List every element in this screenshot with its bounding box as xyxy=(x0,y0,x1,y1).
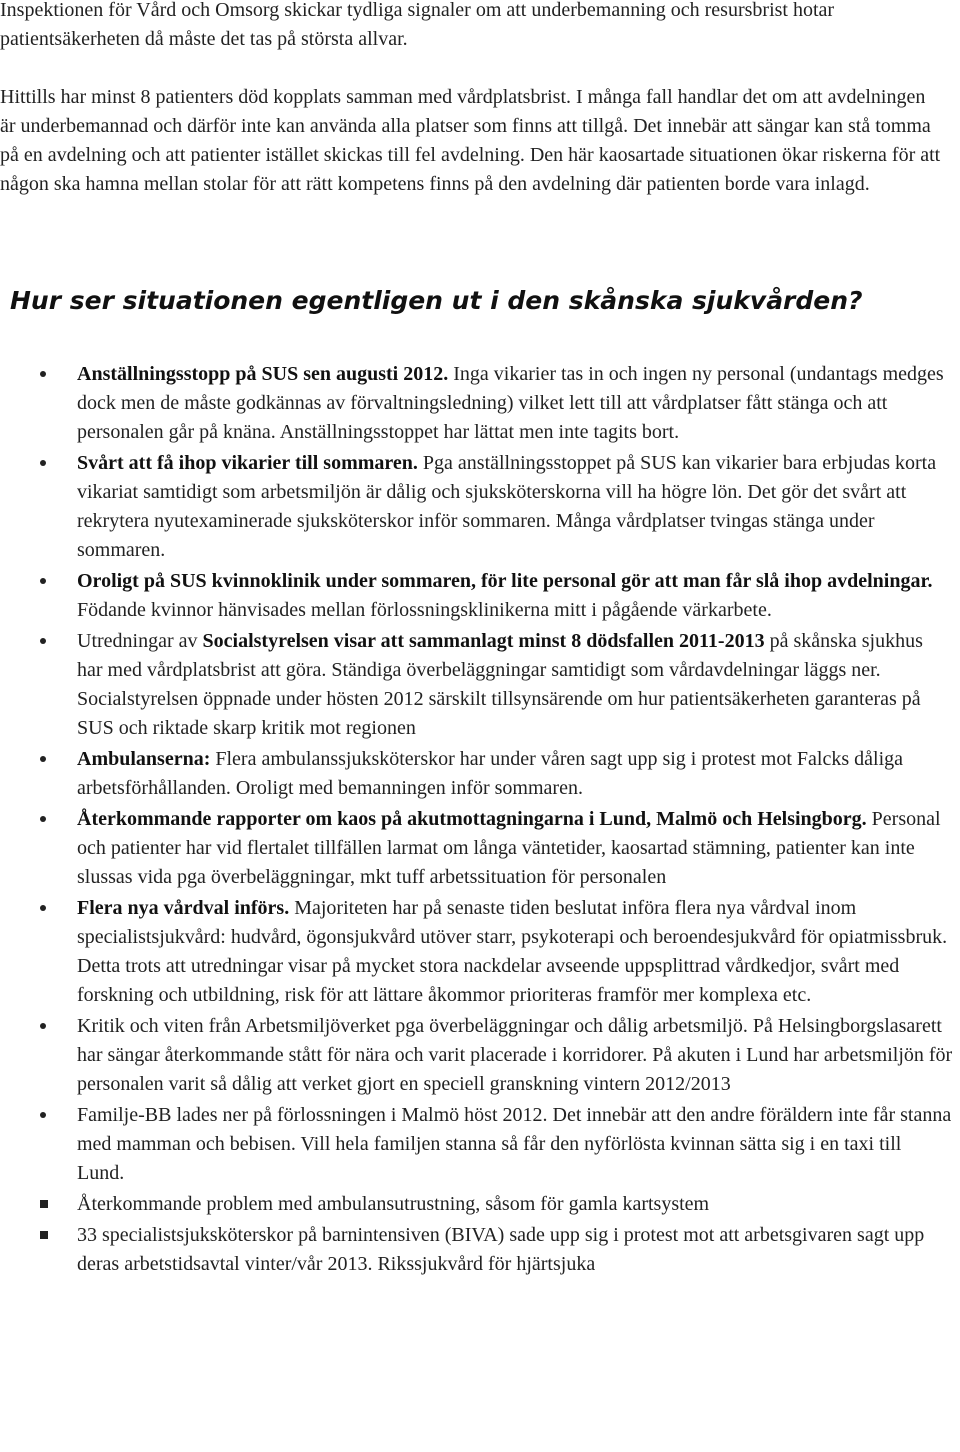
bullet-list xyxy=(0,360,960,1281)
intro-paragraph-1: Inspektionen för Vård och Omsorg skickar tydliga signaler om att underbemanning och resursbrist hotar patientsäkerheten då måste det tas på största allvar. xyxy=(0,0,835,50)
bullet-item xyxy=(0,805,953,892)
bullet-item xyxy=(0,894,953,1010)
bullet-dot-icon xyxy=(40,894,60,923)
bullet-text: på skånska sjukhus har med vårdplatsbrist att göra. Ständiga överbeläggningar samtidigt som vårdavdelningar läggs ner. Socialstyrelsen öppnade under hösten 2012 särskilt tillsynsärende om hur patientsäkerheten garanteras på SUS och riktade skarp kritik mot regionen xyxy=(77,630,923,739)
section-heading: Hur ser situationen egentligen ut i den skånska sjukvården? xyxy=(10,286,863,315)
bullet-item xyxy=(0,745,953,803)
bullet-square-icon xyxy=(40,1190,60,1219)
bullet-item xyxy=(0,1012,953,1099)
bullet-item xyxy=(0,1221,953,1279)
bullet-bold: Oroligt på SUS kvinnoklinik under sommaren, för lite personal gör att man får slå ihop avdelningar. xyxy=(77,570,933,592)
bullet-item xyxy=(0,567,953,625)
bullet-item xyxy=(0,627,953,743)
bullet-dot-icon xyxy=(40,745,60,774)
bullet-dot-icon xyxy=(40,449,60,478)
bullet-lead: Kritik och viten från Arbetsmiljöverket pga överbeläggningar och dålig arbetsmiljö. På Helsingborgslasarett har sängar återkommande stått för nära och varit placerade i korridorer. På akuten i Lund har arbetsmiljön för personalen varit så dålig att verket gjort en speciell granskning vintern 2012/2013 xyxy=(77,1015,953,1095)
bullet-text: Inga vikarier tas in och ingen ny personal (undantags medges dock men de måste godkännas av förvaltningsledning) vilket lett till att vårdplatser fått stänga och att personalen går på knäna. Anställningsstoppet har lättat men inte tagits bort. xyxy=(77,363,944,443)
bullet-bold: Återkommande rapporter om kaos på akutmottagningarna i Lund, Malmö och Helsingborg. xyxy=(77,808,867,830)
bullet-item xyxy=(0,1101,953,1188)
bullet-bold: Socialstyrelsen visar att sammanlagt minst 8 dödsfallen 2011-2013 xyxy=(202,630,765,652)
bullet-square-icon xyxy=(40,1221,60,1250)
bullet-dot-icon xyxy=(40,1101,60,1130)
bullet-dot-icon xyxy=(40,1012,60,1041)
bullet-text: Personal och patienter har vid flertalet tillfällen larmat om långa väntetider, kaosartad stämning, patienter kan inte slussas vida pga överbeläggningar, mkt tuff arbetssituation för personalen xyxy=(77,808,941,888)
bullet-text: Pga anställningsstoppet på SUS kan vikarier bara erbjudas korta vikariat samtidigt som arbetsmiljön är dålig och sjuksköterskorna vill ha högre lön. Det gör det svårt att rekrytera nyutexaminerade sjuksköterskor inför sommaren. Många vårdplatser tvingas stänga under sommaren. xyxy=(77,452,937,561)
bullet-text: Födande kvinnor hänvisades mellan förlossningsklinikerna mitt i pågående värkarbete. xyxy=(77,599,772,621)
bullet-dot-icon xyxy=(40,805,60,834)
bullet-item xyxy=(0,1190,953,1219)
bullet-bold: Svårt att få ihop vikarier till sommaren. xyxy=(77,452,418,474)
bullet-item xyxy=(0,360,953,447)
bullet-bold: Flera nya vårdval införs. xyxy=(77,897,290,919)
bullet-text: Flera ambulanssjuksköterskor har under våren sagt upp sig i protest mot Falcks dåliga arbetsförhållanden. Oroligt med bemanningen inför sommaren. xyxy=(77,748,903,799)
bullet-dot-icon xyxy=(40,360,60,389)
bullet-bold: Anställningsstopp på SUS sen augusti 2012. xyxy=(77,363,449,385)
intro-paragraph-2: Hittills har minst 8 patienters död kopplats samman med vårdplatsbrist. I många fall handlar det om att avdelningen är underbemannad och därför inte kan använda alla platser som finns att tillgå. Det innebär att sängar kan stå tomma på en avdelning och att patienter istället skickas till fel avdelning. Den här kaosartade situationen ökar riskerna för att någon ska hamna mellan stolar för att rätt kompetens finns på den avdelning där patienten borde vara inlagd. xyxy=(0,86,941,195)
bullet-lead: Utredningar av xyxy=(77,630,203,652)
bullet-dot-icon xyxy=(40,627,60,656)
bullet-lead: Återkommande problem med ambulansutrustning, såsom för gamla kartsystem xyxy=(77,1193,710,1215)
bullet-lead: Familje-BB lades ner på förlossningen i Malmö höst 2012. Det innebär att den andre föräldern inte får stanna med mamman och bebisen. Vill hela familjen stanna så får den nyförlösta kvinnan sätta sig i en taxi till Lund. xyxy=(77,1104,952,1184)
bullet-dot-icon xyxy=(40,567,60,596)
bullet-bold: Ambulanserna: xyxy=(77,748,211,770)
bullet-lead: 33 specialistsjuksköterskor på barnintensiven (BIVA) sade upp sig i protest mot att arbetsgivaren sagt upp deras arbetstidsavtal vinter/vår 2013. Rikssjukvård för hjärtsjuka xyxy=(77,1224,925,1275)
bullet-text: Majoriteten har på senaste tiden beslutat införa flera nya vårdval inom specialistsjukvård: hudvård, ögonsjukvård utöver starr, psykoterapi och beroendesjukvård för opiatmissbruk. Detta trots att utredningar visar på mycket stora nackdelar avseende uppsplittrad vårdkedjor, svårt med forskning och utbildning, risk för att lättare åkommor prioriteras framför mer komplexa etc. xyxy=(77,897,948,1006)
bullet-item xyxy=(0,449,953,565)
